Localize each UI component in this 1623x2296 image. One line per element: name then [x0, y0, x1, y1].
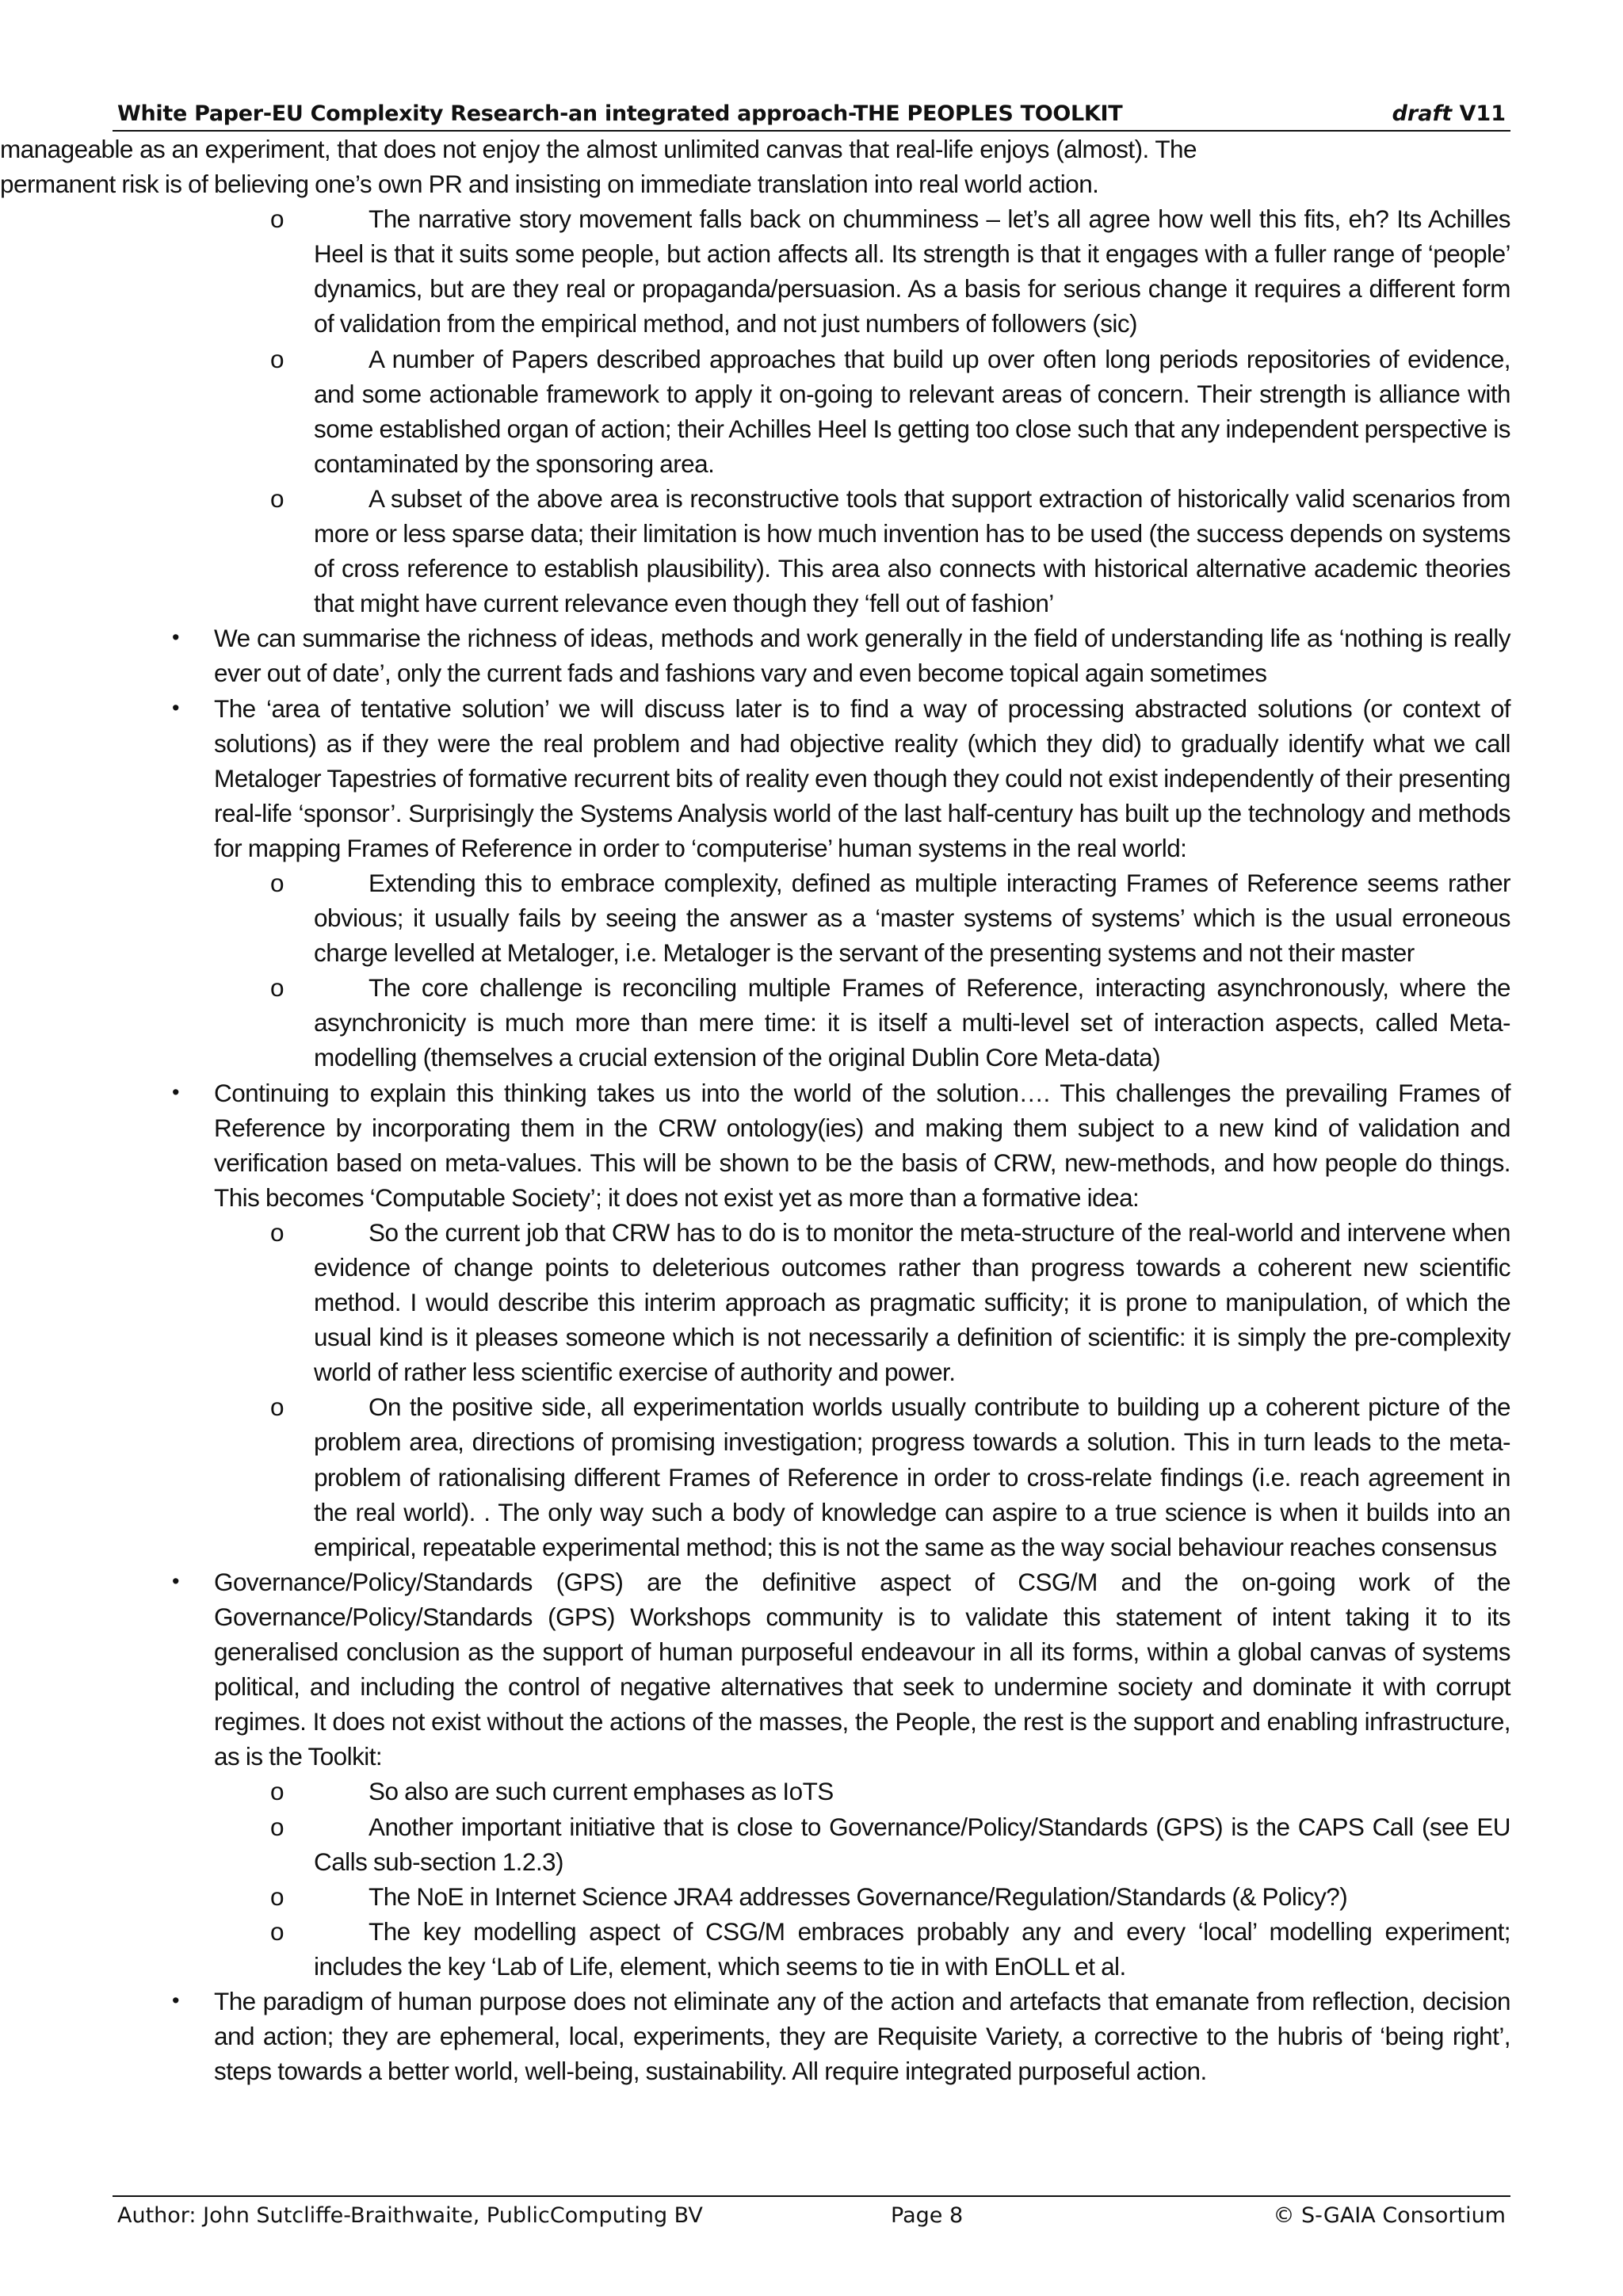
sub-item [270, 1914, 1510, 1984]
sub-marker: o [270, 1881, 284, 1911]
sub-item [270, 970, 1510, 1075]
continuation-paragraph: manageable as an experiment, that does not enjoy the almost unlimited canvas that real-life enjoys (almost). The permanent risk is of believing one’s own PR and insisting on immediate translation into real world action. [0, 135, 1197, 199]
sub-item [270, 1809, 1510, 1879]
bullet-item-text: Governance/Policy/Standards (GPS) are the definitive aspect of CSG/M and the on-going work of the Governance/Policy/Standards (GPS) Workshops community is to validate this statement of intent taking it to its generalised conclusion as the support of human purposeful endeavour in all its forms, within a global canvas of systems political, and including the control of negative alternatives that seek to undermine society and dominate it with corrupt regimes. It does not exist without the actions of the masses, the People, the rest is the support and enabling infrastructure, as is the Toolkit: [214, 1567, 1510, 1771]
sub-marker: o [270, 868, 284, 897]
sub-item-text: A subset of the above area is reconstructive tools that support extraction of historically valid scenarios from more or less sparse data; their limitation is how much invention has to be used (the success depends on systems of cross reference to establish plausibility). This area also connects with historical alternative academic theories that might have current relevance even though they ‘fell out of fashion’ [314, 483, 1510, 618]
sub-item-text: A number of Papers described approaches that build up over often long periods repositories of evidence, and some actionable framework to apply it on-going to relevant areas of concern. Their strength is alliance with some established organ of action; their Achilles Heel Is getting too close such that any independent perspective is contaminated by the sponsoring area. [314, 344, 1510, 478]
bullet-marker: • [172, 625, 179, 650]
sub-marker: o [270, 483, 284, 513]
header-draft-label: draft [1392, 101, 1453, 126]
sub-item-text: The NoE in Internet Science JRA4 addresses Governance/Regulation/Standards (& Policy?) [369, 1881, 1348, 1911]
bullet-item [172, 621, 1510, 690]
bullet-marker: • [172, 695, 179, 720]
sub-item-text: The narrative story movement falls back on chumminess – let’s all agree how well this fits, eh? Its Achilles Heel is that it suits some people, but action affects all. Its strength is that it engages with a fuller range of ‘people’ dynamics, but are they real or propaganda/persuasion. As a basis for serious change it requires a different form of validation from the empirical method, and not just numbers of followers (sic) [314, 204, 1510, 338]
sub-marker: o [270, 1812, 284, 1841]
bullet-item [172, 1984, 1510, 2088]
sub-marker: o [270, 1916, 284, 1946]
sub-item [270, 1215, 1510, 1389]
page-header [117, 98, 1506, 130]
page-body [0, 132, 1623, 2088]
sub-item [270, 481, 1510, 621]
footer-author: Author: John Sutcliffe-Braithwaite, PublicComputing BV [117, 2203, 703, 2228]
sub-item-text: Another important initiative that is close to Governance/Policy/Standards (GPS) is the CAPS Call (see EU Calls sub-section 1.2.3) [314, 1812, 1510, 1876]
sub-item-text: The key modelling aspect of CSG/M embraces probably any and every ‘local’ modelling experiment; includes the key ‘Lab of Life, element, which seems to tie in with EnOLL et al. [314, 1916, 1510, 1981]
footer-page-number: Page 8 [891, 2203, 964, 2228]
sub-item-text: So the current job that CRW has to do is to monitor the meta-structure of the real-world and intervene when evidence of change points to deleterious outcomes rather than progress towards a coherent new scientific method. I would describe this interim approach as pragmatic sufficity; it is prone to manipulation, of which the usual kind is it pleases someone which is not necessarily a definition of scientific: it is simply the pre-complexity world of rather less scientific exercise of authority and power. [314, 1217, 1510, 1387]
sub-item-text: Extending this to embrace complexity, defined as multiple interacting Frames of Reference seems rather obvious; it usually fails by seeing the answer as a ‘master systems of systems’ which is the usual erroneous charge levelled at Metaloger, i.e. Metaloger is the servant of the presenting systems and not their master [314, 868, 1510, 968]
bullet-marker: • [172, 1079, 179, 1104]
bullet-item-text: We can summarise the richness of ideas, methods and work generally in the field of understanding life as ‘nothing is really ever out of date’, only the current fads and fashions vary and even become topical again sometimes [214, 624, 1510, 688]
sub-item [270, 1389, 1510, 1564]
sub-item [270, 201, 1510, 341]
bullet-marker: • [172, 1568, 179, 1593]
bullet-item-text: The ‘area of tentative solution’ we will discuss later is to find a way of processing abstracted solutions (or context of solutions) as if they were the real problem and had objective reality (which they did) to gradually identify what we call Metaloger Tapestries of formative recurrent bits of reality even though they could not exist independently of their presenting real-life ‘sponsor’. Surprisingly the Systems Analysis world of the last half-century has built up the technology and methods for mapping Frames of Reference in order to ‘computerise’ human systems in the real world: [214, 693, 1510, 862]
sub-item [270, 1879, 1510, 1914]
sub-marker: o [270, 1217, 284, 1247]
footer-divider [113, 2195, 1510, 2197]
sub-item [270, 342, 1510, 481]
sub-marker: o [270, 973, 284, 1003]
header-version [1392, 101, 1506, 126]
sub-marker: o [270, 1392, 284, 1422]
bullet-marker: • [172, 1988, 179, 2012]
bullet-item [172, 1564, 1510, 1775]
bullet-item [172, 691, 1510, 865]
sub-item-text: On the positive side, all experimentation worlds usually contribute to building up a coherent picture of the problem area, directions of promising investigation; progress towards a solution. This in turn leads to the meta-problem of rationalising different Frames of Reference in order to cross-relate findings (i.e. reach agreement in the real world). . The only way such a body of knowledge can aspire to a true science is when it builds into an empirical, repeatable experimental method; this is not the same as the way social behaviour reaches consensus [314, 1392, 1510, 1561]
sub-item [270, 1774, 1510, 1809]
sub-marker: o [270, 344, 284, 373]
bullet-item [172, 1075, 1510, 1215]
sub-marker: o [270, 1777, 284, 1806]
page-footer [117, 2203, 1506, 2235]
sub-marker: o [270, 204, 284, 234]
sub-item-text: So also are such current emphases as IoTS [369, 1777, 834, 1806]
bullet-item-text: The paradigm of human purpose does not eliminate any of the action and artefacts that emanate from reflection, decision and action; they are ephemeral, local, experiments, they are Requisite Variety, a corrective to the hubris of ‘being right’, steps towards a better world, well-being, sustainability. All require integrated purposeful action. [214, 1986, 1510, 2086]
header-title: White Paper-EU Complexity Research-an integrated approach-THE PEOPLES TOOLKIT [117, 101, 1123, 126]
header-version-number: V11 [1459, 101, 1506, 126]
bullet-item-text: Continuing to explain this thinking takes us into the world of the solution…. This challenges the prevailing Frames of Reference by incorporating them in the CRW ontology(ies) and making them subject to a new kind of validation and verification based on meta-values. This will be shown to be the basis of CRW, new-methods, and how people do things. This becomes ‘Computable Society’; it does not exist yet as more than a formative idea: [214, 1078, 1510, 1212]
sub-item-text: The core challenge is reconciling multiple Frames of Reference, interacting asynchronously, where the asynchronicity is much more than mere time: it is itself a multi-level set of interaction aspects, called Meta-modelling (themselves a crucial extension of the original Dublin Core Meta-data) [314, 973, 1510, 1072]
sub-item [270, 865, 1510, 970]
footer-copyright: © S-GAIA Consortium [1273, 2203, 1506, 2228]
